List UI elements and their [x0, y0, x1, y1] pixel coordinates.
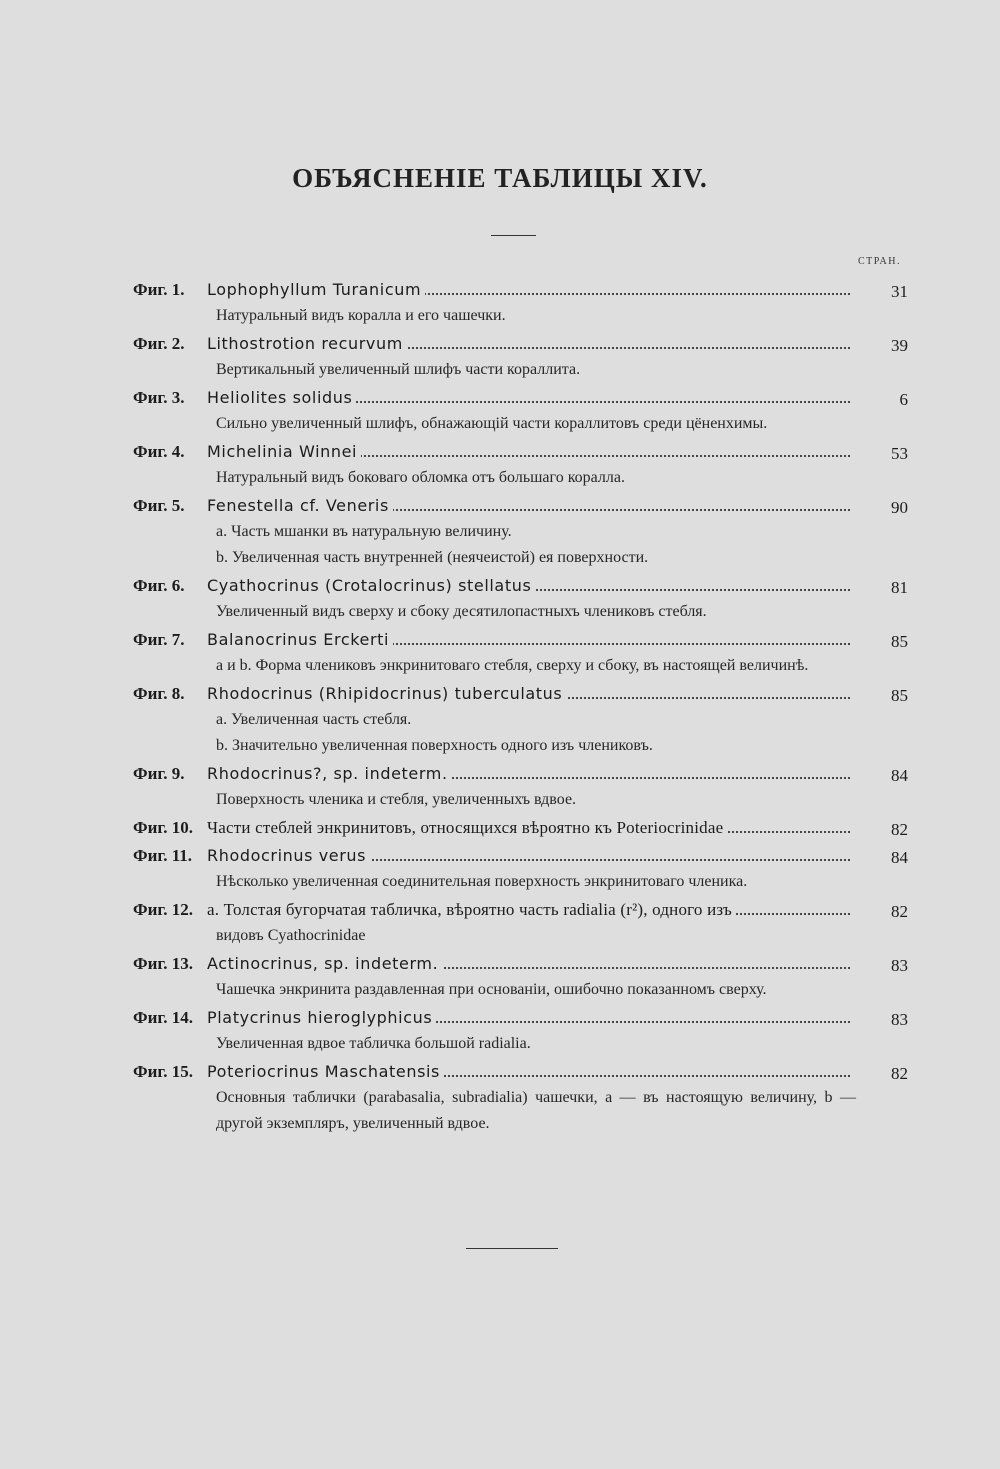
figure-entry [0, 897, 1000, 949]
figure-entry [0, 843, 1000, 895]
species-name-text: Fenestella cf. Veneris [207, 496, 393, 515]
figure-entry [0, 951, 1000, 1003]
figure-entry [0, 1059, 1000, 1137]
figure-number: Фиг. 6. [133, 576, 185, 595]
species-name [207, 951, 850, 977]
species-name-text: Rhodocrinus?, sp. indeterm. [207, 764, 452, 783]
figure-description: a и b. Форма члениковъ энкринитоваго стебля, сверху и сбоку, въ настоящей величинѣ. [216, 657, 809, 674]
species-name [207, 1059, 850, 1085]
figure-number: Фиг. 11. [133, 846, 193, 865]
species-name [207, 1005, 850, 1031]
figure-description: a. Часть мшанки въ натуральную величину. [216, 523, 512, 540]
page-number: 84 [891, 848, 908, 867]
species-name-text: Balanocrinus Erckerti [207, 630, 393, 649]
figure-number: Фиг. 10. [133, 818, 193, 837]
page-number: 6 [899, 390, 908, 409]
figure-description: Основныя таблички (parabasalia, subradialia) чашечки, a — въ настоящую величину, b — другой экземпляръ, увеличенный вдвое. [216, 1089, 856, 1132]
figure-number: Фиг. 8. [133, 684, 185, 703]
figure-description: b. Значительно увеличенная поверхность одного изъ члениковъ. [216, 737, 653, 754]
figure-description: Натуральный видъ коралла и его чашечки. [216, 307, 506, 324]
page-number: 85 [891, 632, 908, 651]
page-number: 39 [891, 336, 908, 355]
figure-description: Вертикальный увеличенный шлифъ части кораллита. [216, 361, 581, 378]
species-name-text: Rhodocrinus verus [207, 846, 370, 865]
species-name-text: Michelinia Winnei [207, 442, 361, 461]
figure-entry [0, 439, 1000, 491]
figure-number: Фиг. 9. [133, 764, 185, 783]
figure-number: Фиг. 7. [133, 630, 185, 649]
species-name-text: Lithostrotion recurvum [207, 334, 407, 353]
species-name-text: Rhodocrinus (Rhipidocrinus) tuberculatus [207, 684, 566, 703]
figure-description: b. Увеличенная часть внутренней (неячеистой) ея поверхности. [216, 549, 649, 566]
figure-entry [0, 493, 1000, 571]
figure-description: Поверхность членика и стебля, увеличенныхъ вдвое. [216, 791, 577, 808]
figure-number: Фиг. 15. [133, 1062, 193, 1081]
figure-number: Фиг. 4. [133, 442, 185, 461]
page-title: ОБЪЯСНЕНІЕ ТАБЛИЦЫ XIV. [292, 163, 708, 193]
species-name [207, 627, 850, 653]
page-column-header: СТРАН. [858, 256, 902, 267]
title-divider [491, 235, 536, 236]
figure-entry [0, 761, 1000, 813]
page-number: 53 [891, 444, 908, 463]
page-number: 83 [891, 1010, 908, 1029]
species-name-text: Platycrinus hieroglyphicus [207, 1008, 436, 1027]
figure-entry [0, 815, 1000, 841]
figure-description: Увеличенный видъ сверху и сбоку десятилопастныхъ члениковъ стебля. [216, 603, 707, 620]
page-number: 85 [891, 686, 908, 705]
figure-number: Фиг. 5. [133, 496, 185, 515]
figure-description: видовъ Cyathocrinidae [216, 927, 366, 944]
species-name [207, 493, 850, 519]
figure-entry [0, 573, 1000, 625]
figure-description: Нѣсколько увеличенная соединительная поверхность энкринитоваго членика. [216, 873, 748, 890]
figure-number: Фиг. 14. [133, 1008, 193, 1027]
species-name [207, 573, 850, 599]
species-name [207, 385, 850, 411]
species-name-text: Lophophyllum Turanicum [207, 280, 425, 299]
species-name [207, 681, 850, 707]
figure-number: Фиг. 1. [133, 280, 185, 299]
page-number: 82 [891, 820, 908, 839]
page-number: 84 [891, 766, 908, 785]
species-name [207, 439, 850, 465]
figure-entry [0, 627, 1000, 679]
species-name [207, 277, 850, 303]
page-number: 82 [891, 1064, 908, 1083]
figure-number: Фиг. 13. [133, 954, 193, 973]
figure-description: Чашечка энкринита раздавленная при основаніи, ошибочно показанномъ сверху. [216, 981, 767, 998]
page-number: 31 [891, 282, 908, 301]
species-name [207, 843, 850, 869]
page-number: 82 [891, 902, 908, 921]
figure-entry [0, 1005, 1000, 1057]
species-name [207, 815, 850, 841]
figure-list [0, 277, 1000, 1139]
species-name-text: a. Толстая бугорчатая табличка, вѣроятно часть radialia (r²), одного изъ [207, 900, 736, 919]
page-number: 83 [891, 956, 908, 975]
species-name [207, 761, 850, 787]
species-name-text: Actinocrinus, sp. indeterm. [207, 954, 442, 973]
figure-description: Сильно увеличенный шлифъ, обнажающій части кораллитовъ среди цёненхимы. [216, 415, 768, 432]
figure-entry [0, 277, 1000, 329]
closing-divider [466, 1248, 558, 1249]
species-name-text: Poteriocrinus Maschatensis [207, 1062, 444, 1081]
figure-number: Фиг. 12. [133, 900, 193, 919]
species-name-text: Части стеблей энкринитовъ, относящихся вѣроятно къ Poteriocrinidae [207, 818, 727, 837]
figure-description: a. Увеличенная часть стебля. [216, 711, 412, 728]
species-name-text: Cyathocrinus (Crotalocrinus) stellatus [207, 576, 535, 595]
figure-entry [0, 681, 1000, 759]
figure-entry [0, 331, 1000, 383]
figure-number: Фиг. 3. [133, 388, 185, 407]
species-name-text: Heliolites solidus [207, 388, 356, 407]
page-number: 81 [891, 578, 908, 597]
page-number: 90 [891, 498, 908, 517]
figure-description: Увеличенная вдвое табличка большой radialia. [216, 1035, 531, 1052]
figure-description: Натуральный видъ боковаго обломка отъ большаго коралла. [216, 469, 625, 486]
species-name [207, 897, 850, 923]
figure-number: Фиг. 2. [133, 334, 185, 353]
species-name [207, 331, 850, 357]
figure-entry [0, 385, 1000, 437]
